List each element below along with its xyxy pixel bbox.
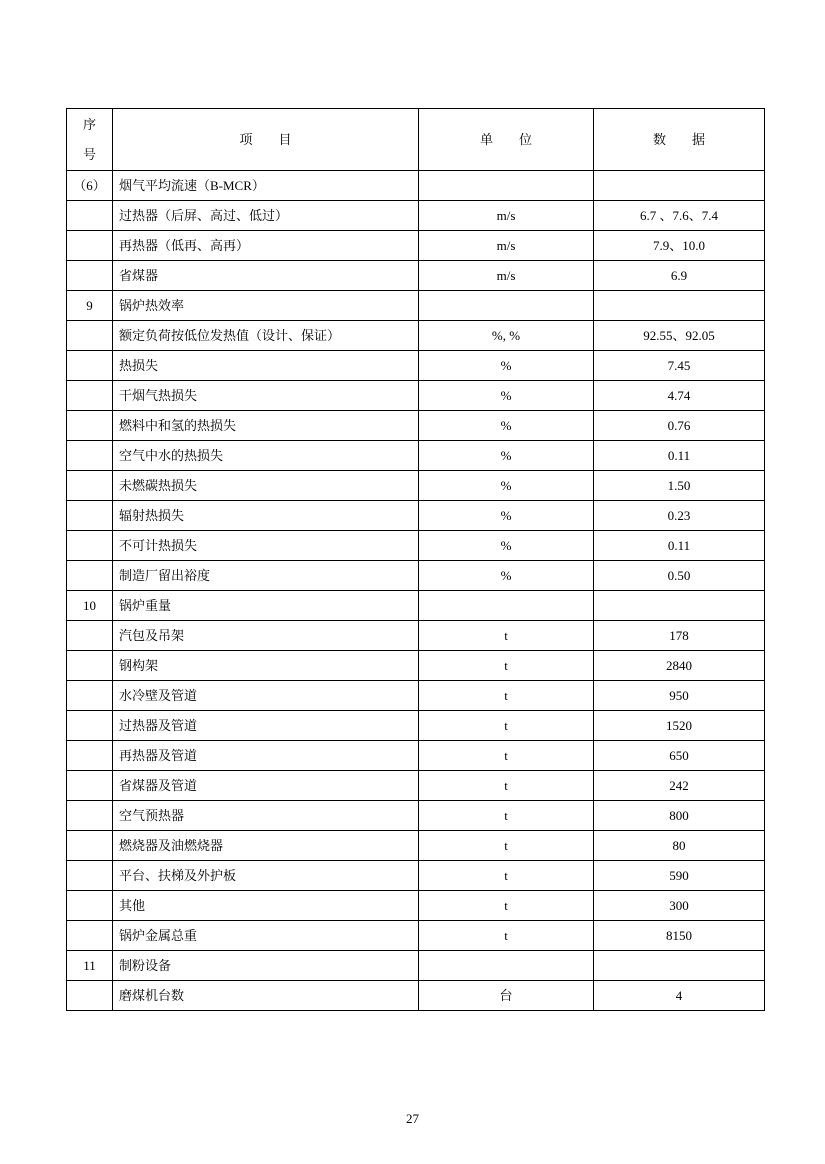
- cell-data: 7.45: [594, 351, 765, 381]
- table-row: [67, 231, 765, 261]
- cell-data: [594, 171, 765, 201]
- table-row: [67, 531, 765, 561]
- table-row: [67, 891, 765, 921]
- cell-data: 0.76: [594, 411, 765, 441]
- cell-item: 干烟气热损失: [113, 381, 419, 411]
- table-body: [67, 171, 765, 1011]
- table-row: [67, 591, 765, 621]
- cell-unit: [419, 591, 594, 621]
- cell-unit: [419, 171, 594, 201]
- table-row: [67, 291, 765, 321]
- table-row: [67, 711, 765, 741]
- cell-unit: m/s: [419, 261, 594, 291]
- cell-seq: [67, 621, 113, 651]
- table-row: [67, 981, 765, 1011]
- cell-seq: [67, 321, 113, 351]
- cell-item: 锅炉重量: [113, 591, 419, 621]
- cell-seq: [67, 231, 113, 261]
- cell-data: [594, 951, 765, 981]
- cell-item: 水冷壁及管道: [113, 681, 419, 711]
- cell-unit: t: [419, 861, 594, 891]
- cell-unit: %: [419, 411, 594, 441]
- cell-seq: 10: [67, 591, 113, 621]
- cell-unit: t: [419, 741, 594, 771]
- cell-data: 92.55、92.05: [594, 321, 765, 351]
- header-seq-line1: 序: [82, 116, 96, 132]
- cell-item: 空气中水的热损失: [113, 441, 419, 471]
- cell-data: 178: [594, 621, 765, 651]
- cell-item: 热损失: [113, 351, 419, 381]
- cell-seq: [67, 891, 113, 921]
- cell-seq: [67, 981, 113, 1011]
- cell-seq: [67, 831, 113, 861]
- cell-unit: [419, 951, 594, 981]
- cell-seq: （6）: [67, 171, 113, 201]
- table-row: [67, 351, 765, 381]
- table-row: [67, 411, 765, 441]
- cell-item: 未燃碳热损失: [113, 471, 419, 501]
- cell-item: 省煤器: [113, 261, 419, 291]
- cell-data: 7.9、10.0: [594, 231, 765, 261]
- cell-data: 2840: [594, 651, 765, 681]
- cell-seq: [67, 861, 113, 891]
- cell-unit: %: [419, 381, 594, 411]
- header-data: 数 据: [594, 109, 765, 171]
- cell-seq: 11: [67, 951, 113, 981]
- cell-unit: t: [419, 831, 594, 861]
- table-row: [67, 801, 765, 831]
- table-row: [67, 921, 765, 951]
- cell-data: 800: [594, 801, 765, 831]
- cell-unit: [419, 291, 594, 321]
- header-item: 项 目: [113, 109, 419, 171]
- cell-unit: %: [419, 471, 594, 501]
- table-row: [67, 381, 765, 411]
- cell-item: 空气预热器: [113, 801, 419, 831]
- cell-seq: [67, 711, 113, 741]
- cell-item: 烟气平均流速（B-MCR）: [113, 171, 419, 201]
- cell-item: 过热器及管道: [113, 711, 419, 741]
- cell-seq: [67, 531, 113, 561]
- cell-item: 汽包及吊架: [113, 621, 419, 651]
- cell-item: 其他: [113, 891, 419, 921]
- cell-seq: [67, 801, 113, 831]
- cell-data: 0.50: [594, 561, 765, 591]
- cell-unit: %: [419, 351, 594, 381]
- cell-item: 钢构架: [113, 651, 419, 681]
- table-row: [67, 201, 765, 231]
- cell-data: 242: [594, 771, 765, 801]
- cell-unit: t: [419, 921, 594, 951]
- cell-item: 再热器（低再、高再）: [113, 231, 419, 261]
- cell-item: 再热器及管道: [113, 741, 419, 771]
- cell-data: 0.11: [594, 441, 765, 471]
- cell-unit: t: [419, 621, 594, 651]
- table-row: [67, 441, 765, 471]
- cell-seq: [67, 651, 113, 681]
- cell-seq: [67, 681, 113, 711]
- cell-data: 8150: [594, 921, 765, 951]
- cell-unit: t: [419, 651, 594, 681]
- table-row: [67, 561, 765, 591]
- cell-item: 平台、扶梯及外护板: [113, 861, 419, 891]
- table-row: [67, 501, 765, 531]
- cell-data: 1.50: [594, 471, 765, 501]
- cell-unit: m/s: [419, 201, 594, 231]
- cell-unit: %, %: [419, 321, 594, 351]
- cell-unit: %: [419, 441, 594, 471]
- table-row: [67, 861, 765, 891]
- cell-data: 950: [594, 681, 765, 711]
- cell-item: 锅炉金属总重: [113, 921, 419, 951]
- cell-unit: t: [419, 711, 594, 741]
- table-header-row: [67, 109, 765, 171]
- cell-seq: [67, 351, 113, 381]
- cell-data: 590: [594, 861, 765, 891]
- cell-seq: [67, 501, 113, 531]
- cell-item: 制造厂留出裕度: [113, 561, 419, 591]
- cell-data: 0.11: [594, 531, 765, 561]
- cell-data: 300: [594, 891, 765, 921]
- cell-item: 省煤器及管道: [113, 771, 419, 801]
- header-unit: 单 位: [419, 109, 594, 171]
- cell-item: 额定负荷按低位发热值（设计、保证）: [113, 321, 419, 351]
- cell-unit: %: [419, 501, 594, 531]
- cell-seq: [67, 471, 113, 501]
- header-seq-line2: 号: [82, 146, 96, 162]
- cell-item: 锅炉热效率: [113, 291, 419, 321]
- cell-seq: [67, 411, 113, 441]
- table-row: [67, 681, 765, 711]
- cell-unit: %: [419, 531, 594, 561]
- page-number: 27: [406, 1111, 419, 1126]
- cell-seq: [67, 201, 113, 231]
- cell-item: 燃料中和氢的热损失: [113, 411, 419, 441]
- cell-item: 辐射热损失: [113, 501, 419, 531]
- table-row: [67, 951, 765, 981]
- table-row: [67, 831, 765, 861]
- cell-unit: 台: [419, 981, 594, 1011]
- header-seq: [67, 109, 113, 171]
- cell-unit: t: [419, 771, 594, 801]
- cell-seq: 9: [67, 291, 113, 321]
- table-row: [67, 651, 765, 681]
- cell-data: 4.74: [594, 381, 765, 411]
- cell-seq: [67, 921, 113, 951]
- cell-seq: [67, 261, 113, 291]
- cell-data: 6.9: [594, 261, 765, 291]
- spec-table: [66, 108, 765, 1011]
- cell-data: [594, 591, 765, 621]
- table-row: [67, 741, 765, 771]
- cell-seq: [67, 771, 113, 801]
- table-row: [67, 261, 765, 291]
- cell-data: 1520: [594, 711, 765, 741]
- cell-item: 过热器（后屏、高过、低过）: [113, 201, 419, 231]
- cell-data: 6.7 、7.6、7.4: [594, 201, 765, 231]
- table-row: [67, 321, 765, 351]
- cell-item: 磨煤机台数: [113, 981, 419, 1011]
- cell-seq: [67, 381, 113, 411]
- table-row: [67, 771, 765, 801]
- table-row: [67, 171, 765, 201]
- cell-seq: [67, 741, 113, 771]
- cell-data: [594, 291, 765, 321]
- cell-unit: t: [419, 801, 594, 831]
- cell-item: 燃烧器及油燃烧器: [113, 831, 419, 861]
- cell-unit: %: [419, 561, 594, 591]
- table-row: [67, 471, 765, 501]
- cell-item: 不可计热损失: [113, 531, 419, 561]
- cell-unit: m/s: [419, 231, 594, 261]
- table-row: [67, 621, 765, 651]
- cell-seq: [67, 561, 113, 591]
- cell-data: 0.23: [594, 501, 765, 531]
- cell-data: 4: [594, 981, 765, 1011]
- cell-data: 650: [594, 741, 765, 771]
- cell-seq: [67, 441, 113, 471]
- cell-item: 制粉设备: [113, 951, 419, 981]
- cell-unit: t: [419, 891, 594, 921]
- cell-unit: t: [419, 681, 594, 711]
- cell-data: 80: [594, 831, 765, 861]
